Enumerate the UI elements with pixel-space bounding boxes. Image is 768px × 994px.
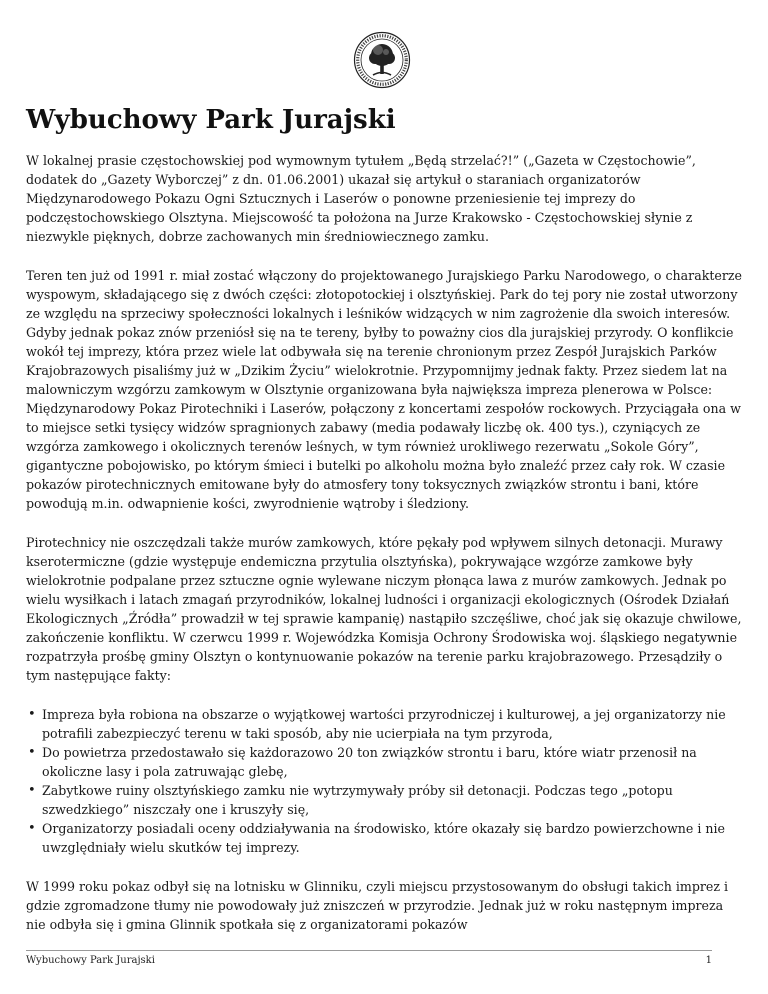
footer-title: Wybuchowy Park Jurajski — [26, 955, 155, 966]
facts-list — [26, 705, 744, 857]
list-item: • Zabytkowe ruiny olsztyńskiego zamku nie wytrzymywały próby sił detonacji. Podczas tego „potopu szwedzkiego” niszczały one i kruszyły się, — [42, 781, 744, 819]
list-item: • Do powietrza przedostawało się każdorazowo 20 ton związków strontu i baru, które wiatr przenosił na okoliczne lasy i pola zatruwając glebę, — [42, 743, 744, 781]
article-body — [26, 151, 744, 954]
page-footer — [26, 950, 712, 968]
tree-seal-logo — [353, 31, 411, 89]
paragraph: W lokalnej prasie częstochowskiej pod wymownym tytułem „Będą strzelać?!” („Gazeta w Częstochowie”, dodatek do „Gazety Wyborczej” z dn. 01.06.2001) ukazał się artykuł o staraniach organizatorów Międzynarodowego Pokazu Ogni Sztucznych i Laserów o ponowne przeniesienie tej imprezy do podczęstochowskiego Olsztyna. Miejscowość ta położona na Jurze Krakowsko - Częstochowskiej słynie z niezwykle pięknych, dobrze zachowanych min średniowiecznego zamku. — [26, 153, 696, 244]
list-item: • Organizatorzy posiadali oceny oddziaływania na środowisko, które okazały się bardzo powierzchowne i nie uwzględniały wielu skutków tej imprezy. — [42, 819, 744, 857]
paragraph: W 1999 roku pokaz odbył się na lotnisku w Glinniku, czyli miejscu przystosowanym do obsługi takich imprez i gdzie zgromadzone tłumy nie powodowały już zniszczeń w przyrodzie. Jednak już w roku następnym impreza nie odbyła się i gmina Glinnik spotkała się z organizatorami pokazów — [26, 879, 729, 932]
tree-seal-logo-icon — [353, 31, 411, 89]
page-number: 1 — [705, 955, 712, 966]
paragraph: Teren ten już od 1991 r. miał zostać włączony do projektowanego Jurajskiego Parku Narodowego, o charakterze wyspowym, składającego się z dwóch części: złotopotockiej i olsztyńskiej. Park do tej pory nie został utworzony ze względu na sprzeciwy społeczności lokalnych i leśników widzących w nim zagrożenie dla swoich interesów. Gdyby jednak pokaz znów przeniósł się na te tereny, byłby to poważny cios dla jurajskiej przyrody. O konflikcie wokół tej imprezy, która przez wiele lat odbywała się na terenie chronionym przez Zespół Jurajskich Parków Krajobrazowych pisaliśmy już w „Dzikim Życiu” wielokrotnie. Przypomnijmy jednak fakty. Przez siedem lat na malowniczym wzgórzu zamkowym w Olsztynie organizowana była największa impreza plenerowa w Polsce: Międzynarodowy Pokaz Pirotechniki i Laserów, połączony z koncertami zespołów rockowych. Przyciągała ona w to miejsce setki tysięcy widzów spragnionych zabawy (media podawały liczbę ok. 400 tys.), czyniących ze wzgórza zamkowego i okolicznych terenów leśnych, w tym również urokliwego rezerwatu „Sokole Góry”, gigantyczne pobojowisko, po którym śmieci i butelki po alkoholu można było znaleźć przez cały rok. W czasie pokazów pirotechnicznych emitowane były do atmosfery tony toksycznych związków strontu i bani, które powodują m.in. odwapnienie kości, zwyrodnienie wątroby i śledziony. — [26, 268, 742, 511]
page-title: Wybuchowy Park Jurajski — [26, 105, 396, 135]
paragraph: Pirotechnicy nie oszczędzali także murów zamkowych, które pękały pod wpływem silnych detonacji. Murawy kserotermiczne (gdzie występuje endemiczna przytulia olsztyńska), pokrywające wzgórze zamkowe były wielokrotnie podpalane przez sztuczne ognie wylewane niczym płonąca lawa z murów zamkowych. Jednak po wielu wysiłkach i latach zmagań przyrodników, lokalnej ludności i organizacji ekologicznych (Ośrodek Działań Ekologicznych „Źródła” prowadził w tej sprawie kampanię) nastąpiło szczęśliwe, choć jak się okazuje chwilowe, zakończenie konfliktu. W czerwcu 1999 r. Wojewódzka Komisja Ochrony Środowiska woj. śląskiego negatywnie rozpatrzyła prośbę gminy Olsztyn o kontynuowanie pokazów na terenie parku krajobrazowego. Przesądziły o tym następujące fakty: — [26, 535, 742, 683]
list-item: • Impreza była robiona na obszarze o wyjątkowej wartości przyrodniczej i kulturowej, a jej organizatorzy nie potrafili zabezpieczyć terenu w taki sposób, aby nie ucierpiała na tym przyroda, — [42, 705, 744, 743]
